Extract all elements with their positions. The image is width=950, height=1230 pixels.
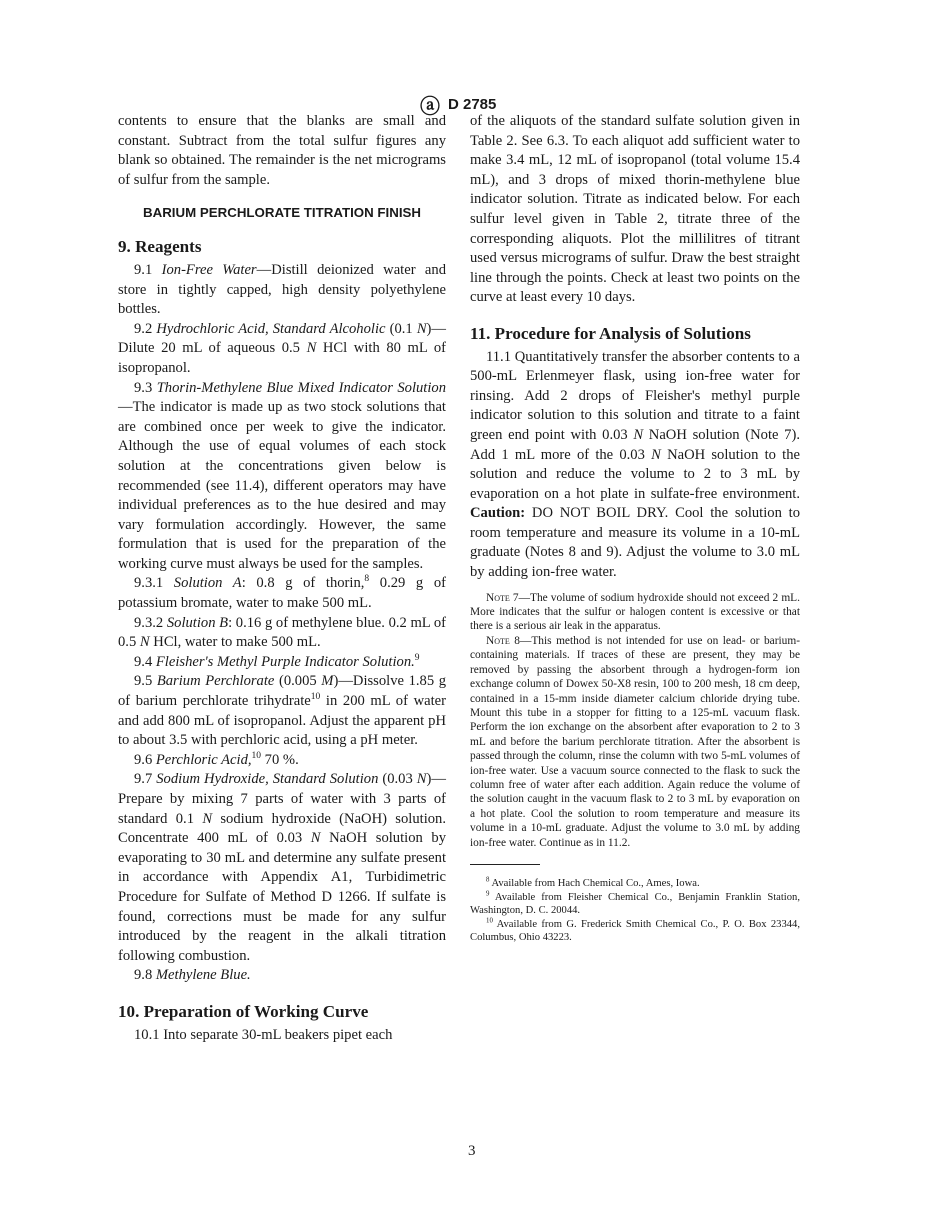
paragraph bbox=[118, 261, 446, 320]
text-run: Hydrochloric Acid, Standard Alcoholic bbox=[156, 320, 386, 337]
text-run: BARIUM PERCHLORATE TITRATION FINISH bbox=[143, 205, 421, 221]
text-run: Note 7 bbox=[486, 591, 519, 604]
text-run: Caution: bbox=[470, 505, 526, 522]
text-run: M bbox=[321, 673, 334, 690]
right-column bbox=[470, 112, 800, 945]
text-run: )—Dilute 20 mL of aqueous 0.5 bbox=[118, 320, 447, 357]
text-run: )—Dissolve 1.85 g of barium perchlorate trihydrate bbox=[118, 673, 447, 710]
text-run: Fleisher's Methyl Purple Indicator Solution. bbox=[155, 653, 415, 670]
paragraph bbox=[118, 614, 446, 653]
text-run: 9.2 bbox=[134, 320, 157, 337]
paragraph bbox=[118, 320, 446, 379]
footnote-rule bbox=[470, 864, 540, 865]
text-run: N bbox=[416, 771, 427, 788]
left-column bbox=[118, 112, 446, 1045]
text-run: —This method is not intended for use on lead- or barium-containing materials. If traces of these are present, they may be removed by passing the absorbent through a hydrogen-form ion exchange column of Dowex 50-X8 resin, 100 to 200 mesh, 18 cm deep, contained in a 15-mm inside diameter calcium chloride drying tube. Mount this tube in a stopper for fitting to a 125-mL vacuum flask. Perform the ion exchange on the absorbent after evaporation to 2 to 3 mL and before the barium perchlorate titration. After the absorbent is passed through the column, rinse the column with two 5-mL volumes of ion-free water. Use a vacuum source connected to the flask to suck the column free of water after each addition. Again reduce the volume of the solution caught in the vacuum flask to 2 to 3 mL by evaporation on a hot plate. Cool the solution to room temperature and measure its volume in a 10-mL graduate. Adjust the volume to 3.0 mL by adding ion-free water. Continue as in 11.2. bbox=[470, 634, 801, 849]
section-heading bbox=[118, 237, 446, 257]
text-run: 9.5 bbox=[134, 673, 157, 690]
spacer bbox=[470, 583, 800, 591]
text-run: N bbox=[310, 830, 321, 847]
footnote-ref: 8 bbox=[364, 574, 370, 585]
text-run: 70 %. bbox=[261, 751, 299, 768]
text-run: (0.005 bbox=[274, 673, 322, 690]
footnote bbox=[470, 918, 800, 945]
text-run: Solution B bbox=[166, 614, 229, 631]
footnote-ref: 10 bbox=[251, 750, 262, 761]
text-run: 11.1 Quantitatively transfer the absorber contents to a 500-mL Erlenmeyer flask, using ion-free water for rinsing. Add 2 drops of Fleisher's methyl purple indicator solution to this solution and titrate to a faint green end point with 0.03 bbox=[470, 348, 800, 443]
text-run: Available from Fleisher Chemical Co., Benjamin Franklin Station, Washington, D. C. 20044. bbox=[470, 891, 800, 917]
paragraph bbox=[118, 1026, 446, 1046]
text-run: N bbox=[306, 340, 317, 357]
text-run: 9.1 bbox=[134, 261, 162, 278]
footnote-ref: 10 bbox=[310, 692, 321, 703]
text-run: Available from Hach Chemical Co., Ames, Iowa. bbox=[489, 877, 700, 889]
text-run: sodium hydroxide (NaOH) solution. Concentrate 400 mL of 0.03 bbox=[118, 810, 446, 847]
text-run: Solution A bbox=[173, 575, 242, 592]
text-run: 9.3.1 bbox=[134, 575, 174, 592]
text-run: NaOH solution by evaporating to 30 mL and determine any sulfate present in accordance with Appendix A1, Turbidimetric Procedure for Sulfate of Method D 1266. If sulfate is found, corrections must be made for any sulfur introduced by the reagent in the alkali titration following combustion. bbox=[118, 830, 446, 964]
designation: D 2785 bbox=[448, 96, 497, 113]
footnote-ref: 10 bbox=[486, 917, 493, 925]
text-run: contents to ensure that the blanks are small and constant. Subtract from the total sulfur figures any blank so obtained. The remainder is the net micrograms of sulfur from the sample. bbox=[118, 113, 446, 188]
text-run: HCl with 80 mL of isopropanol. bbox=[118, 340, 446, 376]
footnote-ref: 9 bbox=[414, 652, 420, 663]
text-run: 9.4 bbox=[134, 653, 156, 670]
text-run: 9.3.2 bbox=[134, 614, 167, 631]
text-run: : 0.16 g of methylene blue. 0.2 mL of 0.5 bbox=[118, 614, 446, 651]
text-run: (0.03 bbox=[378, 771, 417, 788]
text-run: Ion-Free Water bbox=[161, 261, 257, 278]
text-run: Note 8 bbox=[486, 634, 520, 647]
note bbox=[470, 634, 800, 850]
section-heading bbox=[118, 1002, 446, 1022]
page-number: 3 bbox=[468, 1143, 476, 1159]
paragraph bbox=[118, 770, 446, 966]
text-run: N bbox=[416, 320, 427, 337]
text-run: NaOH solution to the solution and reduce the volume to 2 to 3 mL by evaporation on a hot plate in sulfate-free environment. bbox=[470, 446, 800, 502]
text-run: Thorin-Methylene Blue Mixed Indicator Solution bbox=[156, 379, 446, 396]
text-run: Available from G. Frederick Smith Chemical Co., P. O. Box 23344, Columbus, Ohio 43223. bbox=[470, 918, 800, 944]
text-run: )—Prepare by mixing 7 parts of water with 3 parts of standard 0.1 bbox=[118, 771, 446, 827]
text-run: Perchloric Acid, bbox=[155, 751, 252, 768]
text-run: (0.1 bbox=[385, 320, 417, 337]
text-run: HCl, water to make 500 mL. bbox=[149, 634, 321, 651]
text-run: 9.7 bbox=[134, 771, 157, 788]
note bbox=[470, 591, 800, 634]
text-run: N bbox=[202, 810, 213, 827]
text-run: 9.6 bbox=[134, 751, 156, 768]
footnote bbox=[470, 877, 800, 891]
section-heading bbox=[470, 324, 800, 344]
text-run: DO NOT BOIL DRY. Cool the solution to room temperature and measure its volume in a 10-mL graduate (Notes 8 and 9). Adjust the volume to 3.0 mL by adding ion-free water. bbox=[470, 505, 800, 581]
paragraph bbox=[118, 672, 446, 750]
text-run: —The volume of sodium hydroxide should not exceed 2 mL. More indicates that the sulfur or halogen content is excessive or that there is a serious air leak in the apparatus. bbox=[470, 591, 800, 633]
text-run: N bbox=[651, 446, 661, 463]
text-run: of the aliquots of the standard sulfate solution given in Table 2. See 6.3. To each aliquot add sufficient water to make 3.4 mL, 12 mL of isopropanol (total volume 15.4 mL), and 3 drops of mixed thorin-methylene blue indicator solution. Titrate as indicated below. For each sulfur level given in Table 2, titrate three of the corresponding aliquots. Plot the millilitres of titrant used versus micrograms of sulfur. Draw the best straight line through the points. Check at least two points on the curve at least every 10 days. bbox=[470, 113, 800, 306]
paragraph bbox=[470, 112, 800, 308]
text-run: 10.1 Into separate 30-mL beakers pipet each bbox=[134, 1026, 393, 1043]
text-run: 9. Reagents bbox=[118, 237, 202, 257]
paragraph bbox=[118, 966, 446, 986]
text-run: 0.29 g of potassium bromate, water to make 500 mL. bbox=[118, 575, 446, 612]
text-run: 10. Preparation of Working Curve bbox=[118, 1001, 369, 1021]
text-run: N bbox=[139, 634, 150, 651]
text-run: 9.3 bbox=[134, 379, 157, 396]
text-run: 9.8 bbox=[134, 967, 156, 984]
text-run: NaOH solution (Note 7). Add 1 mL more of the 0.03 bbox=[470, 426, 800, 463]
text-run: in 200 mL of water and add 800 mL of isopropanol. Adjust the apparent pH to about 3.5 with perchloric acid, using a pH meter. bbox=[118, 693, 446, 749]
astm-logo: ⓐ bbox=[420, 96, 438, 118]
text-run: 11. Procedure for Analysis of Solutions bbox=[470, 323, 751, 343]
paragraph bbox=[118, 574, 446, 613]
center-heading bbox=[138, 204, 426, 221]
text-run: —Distill deionized water and store in tightly capped, high density polyethylene bottles. bbox=[118, 261, 447, 318]
text-run: —The indicator is made up as two stock solutions that are combined once per week to give the indicator. Although the use of equal volumes of each stock solution at the concentrations given below is recommended (see 11.4), different operators may have individual preferences as to the hue desired and may vary formulation accordingly. However, the same formulation that is used for the preparation of the working curve must always be used for the samples. bbox=[118, 399, 446, 572]
text-run: Methylene Blue. bbox=[155, 967, 251, 984]
footnote bbox=[470, 891, 800, 918]
text-run: : 0.8 g of thorin, bbox=[241, 575, 365, 592]
text-run: N bbox=[633, 426, 644, 443]
paragraph bbox=[118, 379, 446, 575]
paragraph bbox=[118, 112, 446, 190]
text-run: Sodium Hydroxide, Standard Solution bbox=[156, 771, 379, 788]
paragraph bbox=[470, 348, 800, 583]
footnote-ref: 8 bbox=[486, 876, 490, 884]
paragraph bbox=[118, 653, 446, 673]
footnote-ref: 9 bbox=[486, 890, 490, 898]
paragraph bbox=[118, 751, 446, 771]
text-run: Barium Perchlorate bbox=[156, 673, 275, 690]
